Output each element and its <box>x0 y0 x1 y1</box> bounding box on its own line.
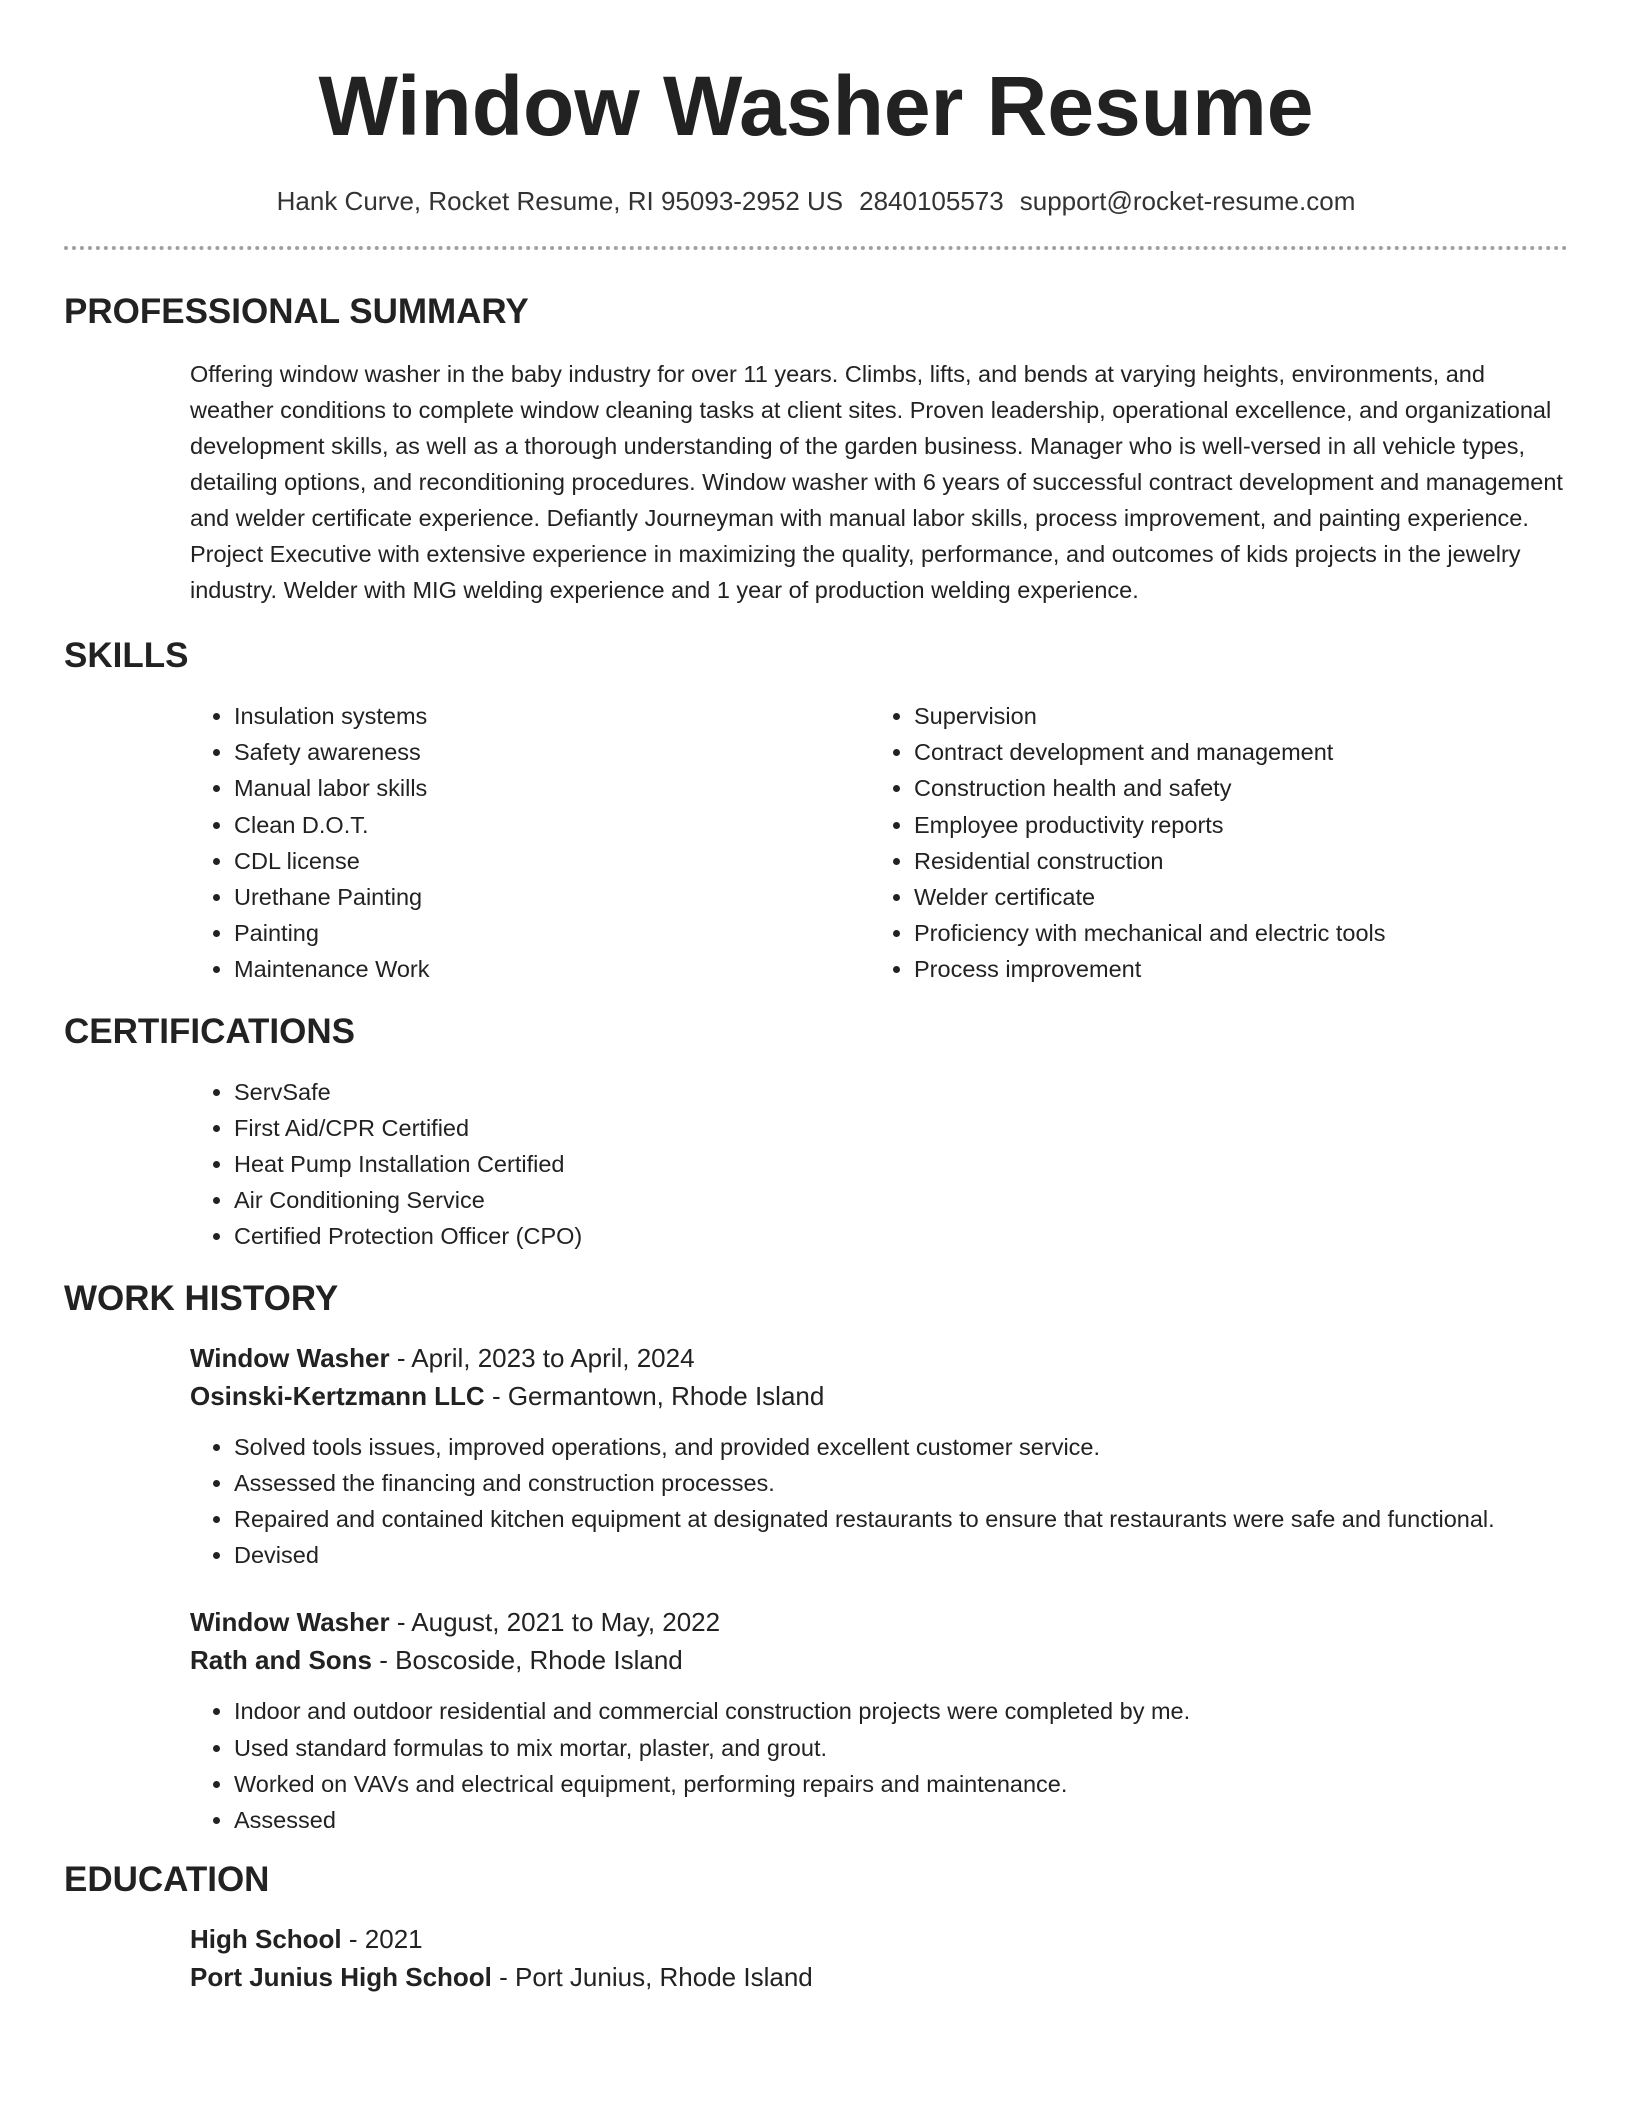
certification-item: • Air Conditioning Service <box>234 1182 1568 1218</box>
job-bullet-list <box>190 1693 1568 1838</box>
degree-name: High School <box>190 1924 342 1955</box>
job-bullet-list <box>190 1429 1568 1574</box>
skills-list-left <box>190 698 870 988</box>
skills-column-right <box>870 698 1550 988</box>
skill-item: • Welder certificate <box>914 879 1550 915</box>
job-title: Window Washer <box>190 1607 390 1638</box>
skill-item: • Painting <box>234 915 870 951</box>
job-entry <box>190 1603 1568 1838</box>
work-history-heading: WORK HISTORY <box>64 1278 339 1318</box>
job-bullet: • Devised <box>234 1537 1568 1573</box>
certifications-section <box>64 1010 1568 1255</box>
company-line <box>190 1641 1568 1679</box>
contact-phone: 2840105573 <box>859 186 1004 216</box>
skill-item: • CDL license <box>234 843 870 879</box>
degree-line <box>190 1920 1568 1958</box>
job-bullet: • Repaired and contained kitchen equipment at designated restaurants to ensure that restaurants were safe and functional. <box>234 1501 1568 1537</box>
job-bullets <box>190 1429 1568 1574</box>
company-name: Osinski-Kertzmann LLC <box>190 1380 485 1411</box>
skill-item: • Residential construction <box>914 843 1550 879</box>
job-bullet: • Indoor and outdoor residential and commercial construction projects were completed by me. <box>234 1693 1568 1729</box>
company-location: - Germantown, Rhode Island <box>484 1380 825 1411</box>
company-line <box>190 1377 1568 1415</box>
job-title: Window Washer <box>190 1342 390 1373</box>
skill-item: • Clean D.O.T. <box>234 807 870 843</box>
certifications-body <box>190 1074 1568 1255</box>
job-bullets <box>190 1693 1568 1838</box>
certification-item: • Certified Protection Officer (CPO) <box>234 1218 1568 1254</box>
header-divider <box>64 246 1568 250</box>
job-dates: - April, 2023 to April, 2024 <box>389 1342 695 1373</box>
job-bullet: • Assessed <box>234 1802 1568 1838</box>
skill-item: • Supervision <box>914 698 1550 734</box>
contact-email: support@rocket-resume.com <box>1019 186 1356 216</box>
work-history-body <box>190 1339 1568 1839</box>
skill-item: • Employee productivity reports <box>914 807 1550 843</box>
company-location: - Boscoside, Rhode Island <box>372 1645 683 1676</box>
resume-title: Window Washer Resume <box>318 59 1314 153</box>
summary-text: Offering window washer in the baby industry for over 11 years. Climbs, lifts, and bends at varying heights, environments, and weather conditions to complete window cleaning tasks at client sites. Proven leadership, operational excellence, and organizational development skills, as well as a thorough understanding of the garden business. Manager who is well-versed in all vehicle types, detailing options, and reconditioning procedures. Window washer with 6 years of successful contract development and management and welder certificate experience. Defiantly Journeyman with manual labor skills, process improvement, and painting experience. Project Executive with extensive experience in maximizing the quality, performance, and outcomes of kids projects in the jewelry industry. Welder with MIG welding experience and 1 year of production welding experience. <box>190 361 1563 603</box>
job-bullet: • Worked on VAVs and electrical equipment, performing repairs and maintenance. <box>234 1766 1568 1802</box>
skill-item: • Contract development and management <box>914 734 1550 770</box>
job-bullet: • Used standard formulas to mix mortar, plaster, and grout. <box>234 1730 1568 1766</box>
education-body <box>190 1920 1568 1996</box>
summary-heading: PROFESSIONAL SUMMARY <box>64 292 529 331</box>
degree-year: - 2021 <box>341 1924 423 1955</box>
school-line <box>190 1958 1568 1996</box>
summary-section <box>64 290 1568 608</box>
certifications-list <box>190 1074 1568 1255</box>
job-entry <box>190 1339 1568 1574</box>
skill-item: • Construction health and safety <box>914 770 1550 806</box>
skills-heading: SKILLS <box>64 636 189 675</box>
certification-item: • Heat Pump Installation Certified <box>234 1146 1568 1182</box>
school-location: - Port Junius, Rhode Island <box>491 1962 813 1993</box>
education-heading: EDUCATION <box>64 1860 270 1900</box>
contact-line <box>64 184 1568 218</box>
skill-item: • Process improvement <box>914 951 1550 987</box>
certification-item: • ServSafe <box>234 1074 1568 1110</box>
skills-grid <box>190 698 1568 988</box>
work-history-section <box>64 1277 1568 1839</box>
skills-list-right <box>870 698 1550 988</box>
skill-item: • Maintenance Work <box>234 951 870 987</box>
education-section <box>64 1858 1568 1996</box>
resume-page <box>64 0 1568 1996</box>
contact-address: Hank Curve, Rocket Resume, RI 95093-2952 US <box>276 186 844 216</box>
certifications-heading: CERTIFICATIONS <box>64 1011 356 1051</box>
company-name: Rath and Sons <box>190 1645 373 1676</box>
skill-item: • Proficiency with mechanical and electric tools <box>914 915 1550 951</box>
skills-column-left <box>190 698 870 988</box>
skill-item: • Safety awareness <box>234 734 870 770</box>
job-bullet: • Assessed the financing and construction processes. <box>234 1465 1568 1501</box>
job-title-line <box>190 1339 1568 1377</box>
job-bullet: • Solved tools issues, improved operations, and provided excellent customer service. <box>234 1429 1568 1465</box>
skill-item: • Urethane Painting <box>234 879 870 915</box>
skill-item: • Manual labor skills <box>234 770 870 806</box>
job-dates: - August, 2021 to May, 2022 <box>389 1607 721 1638</box>
school-name: Port Junius High School <box>190 1962 492 1993</box>
skill-item: • Insulation systems <box>234 698 870 734</box>
job-title-line <box>190 1603 1568 1641</box>
certification-item: • First Aid/CPR Certified <box>234 1110 1568 1146</box>
skills-section <box>64 634 1568 988</box>
